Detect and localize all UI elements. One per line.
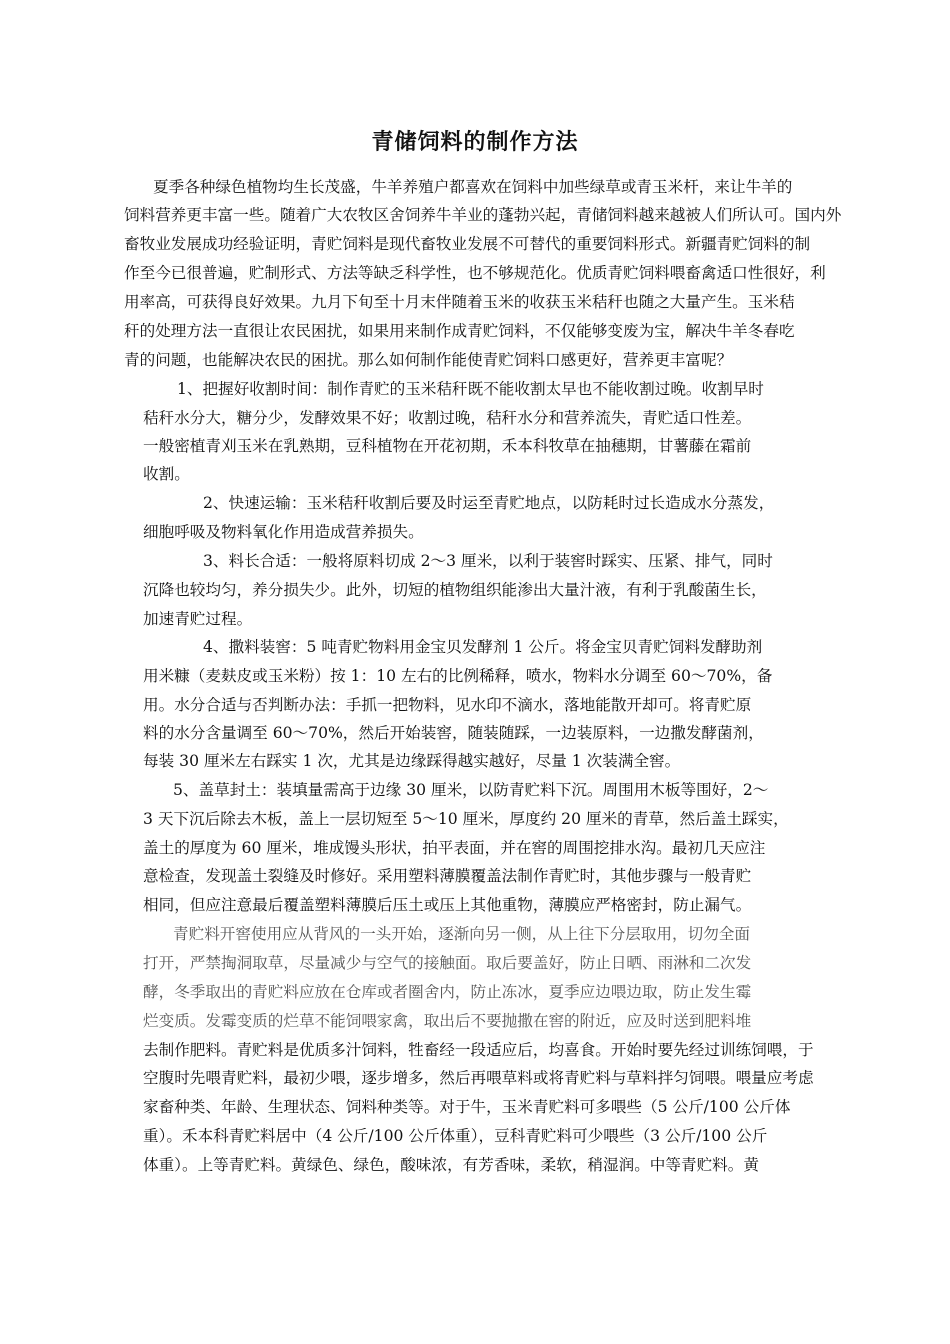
usage-line: 重）。禾本科青贮料居中（4 公斤/100 公斤体重），豆科青贮料可少喂些（3 公斤/100 公斤 xyxy=(143,1127,768,1145)
step5-line: 5、盖草封土：装填量需高于边缘 30 厘米，以防青贮料下沉。周围用木板等围好，2～ xyxy=(173,781,769,799)
step1-line: 一般密植青刈玉米在乳熟期，豆科植物在开花初期，禾本科牧草在抽穗期，甘薯藤在霜前 xyxy=(143,437,752,455)
intro-line: 青的问题，也能解决农民的困扰。那么如何制作能使青贮饲料口感更好，营养更丰富呢？ xyxy=(124,351,733,369)
step4-line: 4、撒料装窖：5 吨青贮物料用金宝贝发酵剂 1 公斤。将金宝贝青贮饲料发酵助剂 xyxy=(203,638,763,656)
usage-line: 空腹时先喂青贮料，最初少喂，逐步增多，然后再喂草料或将青贮料与草料拌匀饲喂。喂量应考虑 xyxy=(143,1069,814,1087)
step3-line: 加速青贮过程。 xyxy=(143,610,253,628)
step5-line: 盖土的厚度为 60 厘米，堆成馒头形状，拍平表面，并在窖的周围挖排水沟。最初几天应注 xyxy=(143,839,766,857)
step1-line: 收割。 xyxy=(143,465,190,483)
step4-line: 用米糠（麦麸皮或玉米粉）按 1：10 左右的比例稀释，喷水，物料水分调至 60～70%，备 xyxy=(143,667,773,685)
intro-line: 饲料营养更丰富一些。随着广大农牧区舍饲养牛羊业的蓬勃兴起，青储饲料越来越被人们所认可。国内外 xyxy=(124,206,842,224)
step5-line: 相同，但应注意最后覆盖塑料薄膜后压土或压上其他重物，薄膜应严格密封，防止漏气。 xyxy=(143,896,752,914)
intro-line: 夏季各种绿色植物均生长茂盛，牛羊养殖户都喜欢在饲料中加些绿草或青玉米杆，来让牛羊的 xyxy=(153,178,793,196)
step4-line: 用。水分合适与否判断办法：手抓一把物料，见水印不滴水，落地能散开却可。将青贮原 xyxy=(143,696,752,714)
step1-line: 1、把握好收割时间：制作青贮的玉米秸秆既不能收割太早也不能收割过晚。收割早时 xyxy=(177,380,764,398)
usage-line: 体重）。上等青贮料。黄绿色、绿色，酸味浓，有芳香味，柔软，稍湿润。中等青贮料。黄 xyxy=(143,1156,759,1174)
usage-line: 去制作肥料。青贮料是优质多汁饲料，牲畜经一段适应后，均喜食。开始时要先经过训练饲喂，于 xyxy=(143,1041,814,1059)
step4-line: 料的水分含量调至 60～70%，然后开始装窖，随装随踩，一边装原料，一边撒发酵菌剂， xyxy=(143,724,764,742)
intro-line: 秆的处理方法一直很让农民困扰，如果用来制作成青贮饲料，不仅能够变废为宝，解决牛羊冬春吃 xyxy=(124,322,795,340)
document-title: 青储饲料的制作方法 xyxy=(371,130,579,155)
usage-line: 酵，冬季取出的青贮料应放在仓库或者圈舍内，防止冻冰，夏季应边喂边取，防止发生霉 xyxy=(143,983,752,1001)
step1-line: 秸秆水分大，糖分少，发酵效果不好；收割过晚，秸秆水分和营养流失，青贮适口性差。 xyxy=(143,409,752,427)
step5-line: 意检查，发现盖土裂缝及时修好。采用塑料薄膜覆盖法制作青贮时，其他步骤与一般青贮 xyxy=(143,867,752,885)
step2-line: 细胞呼吸及物料氧化作用造成营养损失。 xyxy=(143,523,424,541)
step3-line: 3、料长合适：一般将原料切成 2～3 厘米，以利于装窖时踩实、压紧、排气，同时 xyxy=(203,552,773,570)
usage-line: 青贮料开窖使用应从背风的一头开始，逐渐向另一侧，从上往下分层取用，切勿全面 xyxy=(173,925,750,943)
usage-line: 家畜种类、年龄、生理状态、饲料种类等。对于牛，玉米青贮料可多喂些（5 公斤/100 公斤体 xyxy=(143,1098,791,1116)
step5-line: 3 天下沉后除去木板，盖上一层切短至 5～10 厘米，厚度约 20 厘米的青草，然后盖土踩实， xyxy=(143,810,789,828)
intro-line: 作至今已很普遍，贮制形式、方法等缺乏科学性，也不够规范化。优质青贮饲料喂畜禽适口性很好，利 xyxy=(124,264,826,282)
usage-line: 打开，严禁掏洞取草，尽量减少与空气的接触面。取后要盖好，防止日晒、雨淋和二次发 xyxy=(143,954,752,972)
intro-line: 用率高，可获得良好效果。九月下旬至十月末伴随着玉米的收获玉米秸秆也随之大量产生。玉米秸 xyxy=(124,293,795,311)
step2-line: 2、快速运输：玉米秸秆收割后要及时运至青贮地点，以防耗时过长造成水分蒸发， xyxy=(203,494,775,512)
step3-line: 沉降也较均匀，养分损失少。此外，切短的植物组织能渗出大量汁液，有利于乳酸菌生长， xyxy=(143,581,767,599)
usage-line: 烂变质。发霉变质的烂草不能饲喂家禽，取出后不要抛撒在窖的附近，应及时送到肥料堆 xyxy=(143,1012,752,1030)
intro-line: 畜牧业发展成功经验证明，青贮饲料是现代畜牧业发展不可替代的重要饲料形式。新疆青贮饲料的制 xyxy=(124,235,811,253)
step4-line: 每装 30 厘米左右踩实 1 次，尤其是边缘踩得越实越好，尽量 1 次装满全窖。 xyxy=(143,752,681,770)
